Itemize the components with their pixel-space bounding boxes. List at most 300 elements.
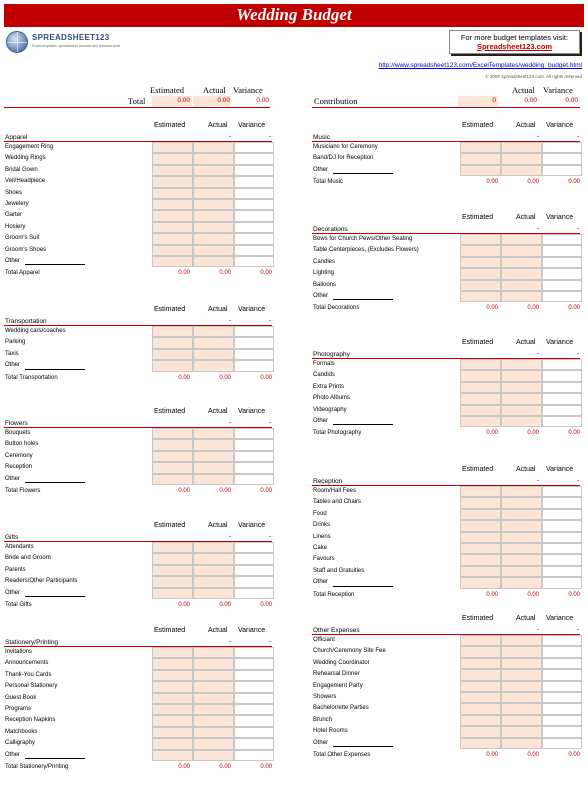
total-row: [4, 761, 272, 772]
actual-input[interactable]: [501, 543, 542, 554]
actual-input[interactable]: [501, 577, 542, 588]
estimated-input[interactable]: [460, 370, 501, 381]
variance-cell: [234, 647, 274, 658]
variance-cell: [234, 553, 274, 564]
actual-input[interactable]: [501, 669, 542, 680]
estimated-input[interactable]: [152, 715, 193, 726]
estimated-input[interactable]: [152, 462, 193, 473]
estimated-input[interactable]: [152, 670, 193, 681]
category-name: Apparel: [5, 134, 28, 141]
logo-tagline: Excel templates, spreadsheet tutorials and financial tools: [32, 44, 121, 48]
actual-input[interactable]: [501, 635, 542, 646]
estimated-input[interactable]: [460, 142, 501, 153]
actual-input[interactable]: [193, 451, 234, 462]
estimated-input[interactable]: [460, 268, 501, 279]
variance-cell: [234, 245, 274, 256]
estimated-input[interactable]: [460, 165, 501, 176]
estimated-input[interactable]: [460, 359, 501, 370]
category-row: [312, 349, 580, 359]
variance-header: Variance: [546, 122, 574, 129]
variance-cell: [542, 692, 582, 703]
item-label: Bridal Gown: [5, 166, 38, 173]
actual-input[interactable]: [193, 337, 234, 348]
other-entry-line[interactable]: [25, 596, 85, 597]
total-label: Total Music: [313, 179, 344, 186]
estimated-input[interactable]: [460, 681, 501, 692]
promo-text: For more budget templates visit:: [460, 33, 569, 42]
actual-input[interactable]: [501, 382, 542, 393]
table-row: [312, 359, 580, 370]
actual-input[interactable]: [193, 462, 234, 473]
actual-input[interactable]: [193, 704, 234, 715]
actual-input[interactable]: [193, 681, 234, 692]
variance-cell: [542, 566, 582, 577]
column-header-row: [312, 212, 580, 224]
other-entry-line[interactable]: [333, 746, 393, 747]
item-label: Other: [313, 579, 329, 586]
actual-input[interactable]: [501, 726, 542, 737]
item-label: Extra Prints: [313, 383, 345, 390]
total-label: Total Stationery/Printing: [5, 763, 69, 770]
table-row: [312, 669, 580, 680]
actual-input[interactable]: [193, 233, 234, 244]
category-row: [4, 637, 272, 647]
estimated-input[interactable]: [460, 520, 501, 531]
table-row: [312, 520, 580, 531]
actual-input[interactable]: [193, 256, 234, 267]
item-label: Reception Napkins: [5, 717, 56, 724]
table-row: [312, 291, 580, 302]
total-variance: 0.00: [568, 179, 580, 186]
actual-input[interactable]: [501, 681, 542, 692]
estimated-input[interactable]: [460, 382, 501, 393]
actual-input[interactable]: [501, 359, 542, 370]
total-label: Total Decorations: [313, 305, 360, 312]
actual-input[interactable]: [501, 497, 542, 508]
item-label: Other: [5, 475, 21, 482]
variance-cell: [542, 658, 582, 669]
estimated-input[interactable]: [152, 693, 193, 704]
table-row: [4, 462, 272, 473]
estimated-input[interactable]: [152, 727, 193, 738]
variance-cell: [542, 703, 582, 714]
estimated-input[interactable]: [460, 393, 501, 404]
table-row: [4, 727, 272, 738]
actual-input[interactable]: [193, 738, 234, 749]
actual-input[interactable]: [501, 554, 542, 565]
actual-input[interactable]: [193, 439, 234, 450]
item-label: Thank-You Cards: [5, 671, 52, 678]
category-name: Transportation: [5, 318, 47, 325]
estimated-input[interactable]: [460, 692, 501, 703]
item-label: Other: [313, 417, 329, 424]
estimated-input[interactable]: [152, 553, 193, 564]
variance-dash: -: [269, 419, 272, 426]
variance-cell: [234, 210, 274, 221]
estimated-input[interactable]: [152, 360, 193, 371]
actual-header: Actual: [208, 122, 228, 129]
variance-cell: [234, 704, 274, 715]
estimated-header: Estimated: [462, 122, 494, 129]
variance-cell: [234, 451, 274, 462]
estimated-input[interactable]: [152, 647, 193, 658]
estimated-input[interactable]: [460, 715, 501, 726]
estimated-header: Estimated: [462, 466, 494, 473]
section-stationery-printing: [4, 625, 272, 772]
estimated-input[interactable]: [460, 280, 501, 291]
variance-dash: -: [577, 133, 580, 140]
total-variance: 0.00: [260, 763, 272, 770]
estimated-input[interactable]: [152, 188, 193, 199]
actual-input[interactable]: [193, 176, 234, 187]
actual-input[interactable]: [501, 393, 542, 404]
table-row: [312, 165, 580, 176]
estimated-input[interactable]: [460, 726, 501, 737]
item-label: Wedding Coordinator: [313, 659, 370, 666]
variance-cell: [542, 715, 582, 726]
estimated-input[interactable]: [460, 509, 501, 520]
table-row: [312, 577, 580, 588]
variance-cell: [542, 370, 582, 381]
actual-header: Actual: [516, 122, 536, 129]
estimated-input[interactable]: [460, 405, 501, 416]
item-label: Lighting: [313, 270, 335, 277]
total-estimated: 0.00: [486, 430, 498, 437]
actual-input[interactable]: [193, 360, 234, 371]
category-name: Decorations: [313, 226, 348, 233]
actual-input[interactable]: [501, 738, 542, 749]
estimated-input[interactable]: [152, 542, 193, 553]
actual-input[interactable]: [193, 349, 234, 360]
estimated-input[interactable]: [152, 326, 193, 337]
estimated-input[interactable]: [152, 681, 193, 692]
total-estimated: 0.00: [178, 487, 190, 494]
estimated-input[interactable]: [460, 543, 501, 554]
item-label: Readers/Other Participants: [5, 578, 78, 585]
actual-header: Actual: [516, 339, 536, 346]
item-label: Church/Ceremony Site Fee: [313, 648, 386, 655]
variance-header: Variance: [238, 627, 266, 634]
total-label: Total Photography: [313, 430, 362, 437]
estimated-input[interactable]: [152, 233, 193, 244]
total-estimated: 0.00: [486, 305, 498, 312]
estimated-input[interactable]: [152, 176, 193, 187]
variance-cell: [234, 153, 274, 164]
actual-input[interactable]: [193, 693, 234, 704]
estimated-header: Estimated: [462, 339, 494, 346]
actual-input[interactable]: [501, 405, 542, 416]
estimated-input[interactable]: [460, 566, 501, 577]
total-row: [312, 749, 580, 760]
table-row: [312, 280, 580, 291]
actual-input[interactable]: [193, 199, 234, 210]
table-row: [312, 554, 580, 565]
actual-input[interactable]: [501, 658, 542, 669]
contribution-value: 0: [492, 97, 496, 104]
total-row: [312, 589, 580, 600]
estimated-input[interactable]: [460, 554, 501, 565]
item-label: Other: [313, 166, 329, 173]
section-other-expenses: [312, 613, 580, 760]
item-label: Bachelor/ette Parties: [313, 705, 369, 712]
item-label: Rehearsal Dinner: [313, 671, 360, 678]
estimated-input[interactable]: [152, 474, 193, 485]
estimated-input[interactable]: [152, 658, 193, 669]
item-label: Ceremony: [5, 452, 33, 459]
variance-dash: -: [577, 626, 580, 633]
variance-cell: [542, 291, 582, 302]
estimated-input[interactable]: [152, 428, 193, 439]
estimated-input[interactable]: [152, 199, 193, 210]
other-entry-line[interactable]: [333, 586, 393, 587]
other-entry-line[interactable]: [333, 173, 393, 174]
table-row: [312, 382, 580, 393]
actual-input[interactable]: [501, 715, 542, 726]
actual-input[interactable]: [501, 416, 542, 427]
table-row: [312, 405, 580, 416]
variance-dash: -: [577, 225, 580, 232]
template-url-link[interactable]: http://www.spreadsheet123.com/ExcelTemplates/wedding_budget.html: [378, 62, 582, 69]
variance-cell: [234, 349, 274, 360]
variance-header: Variance: [546, 615, 574, 622]
actual-input[interactable]: [501, 257, 542, 268]
variance-cell: [542, 280, 582, 291]
other-entry-line[interactable]: [333, 299, 393, 300]
variance-cell: [234, 727, 274, 738]
estimated-input[interactable]: [152, 153, 193, 164]
estimated-dash: -: [229, 133, 232, 140]
actual-header: Actual: [516, 214, 536, 221]
item-label: Engagement Party: [313, 682, 363, 689]
actual-input[interactable]: [501, 703, 542, 714]
estimated-input[interactable]: [152, 165, 193, 176]
variance-cell: [542, 416, 582, 427]
actual-input[interactable]: [193, 474, 234, 485]
estimated-input[interactable]: [152, 704, 193, 715]
table-row: [312, 153, 580, 164]
actual-input[interactable]: [501, 268, 542, 279]
actual-input[interactable]: [193, 210, 234, 221]
actual-input[interactable]: [501, 280, 542, 291]
other-entry-line[interactable]: [25, 758, 85, 759]
estimated-input[interactable]: [460, 497, 501, 508]
actual-input[interactable]: [501, 566, 542, 577]
estimated-input[interactable]: [152, 142, 193, 153]
variance-cell: [234, 360, 274, 371]
item-label: Band/DJ for Reception: [313, 155, 374, 162]
estimated-input[interactable]: [460, 646, 501, 657]
actual-input[interactable]: [193, 670, 234, 681]
estimated-input[interactable]: [460, 532, 501, 543]
actual-input[interactable]: [193, 222, 234, 233]
item-label: Other: [313, 292, 329, 299]
item-label: Other: [5, 751, 21, 758]
table-row: [312, 393, 580, 404]
actual-input[interactable]: [193, 576, 234, 587]
actual-input[interactable]: [193, 727, 234, 738]
variance-dash: -: [577, 350, 580, 357]
total-variance: 0.00: [260, 487, 272, 494]
actual-input[interactable]: [193, 326, 234, 337]
other-entry-line[interactable]: [25, 264, 85, 265]
total-estimated: 0.00: [178, 270, 190, 277]
variance-cell: [234, 681, 274, 692]
item-label: Officiant: [313, 637, 335, 643]
total-variance: 0.00: [260, 374, 272, 381]
actual-input[interactable]: [193, 553, 234, 564]
estimated-input[interactable]: [152, 349, 193, 360]
promo-box[interactable]: [449, 30, 580, 54]
actual-input[interactable]: [501, 520, 542, 531]
estimated-input[interactable]: [460, 291, 501, 302]
total-row: [312, 302, 580, 313]
item-label: Tables and Chairs: [313, 499, 362, 506]
actual-input[interactable]: [501, 509, 542, 520]
variance-cell: [542, 257, 582, 268]
table-row: [4, 142, 272, 153]
estimated-input[interactable]: [152, 451, 193, 462]
actual-input[interactable]: [193, 715, 234, 726]
variance-cell: [542, 543, 582, 554]
actual-input[interactable]: [193, 188, 234, 199]
estimated-input[interactable]: [152, 337, 193, 348]
item-label: Linens: [313, 533, 331, 540]
actual-input[interactable]: [193, 658, 234, 669]
section-transportation: [4, 304, 272, 383]
actual-input[interactable]: [501, 165, 542, 176]
table-row: [312, 245, 580, 256]
title-bar: [4, 4, 584, 27]
estimated-input[interactable]: [152, 210, 193, 221]
table-row: [312, 726, 580, 737]
variance-cell: [234, 142, 274, 153]
table-row: [4, 233, 272, 244]
actual-input[interactable]: [193, 245, 234, 256]
actual-input[interactable]: [501, 234, 542, 245]
estimated-input[interactable]: [460, 635, 501, 646]
estimated-input[interactable]: [152, 588, 193, 599]
section-apparel: [4, 120, 272, 278]
estimated-input[interactable]: [460, 658, 501, 669]
variance-cell: [234, 738, 274, 749]
actual-input[interactable]: [193, 588, 234, 599]
estimated-header: Estimated: [462, 214, 494, 221]
variance-cell: [234, 474, 274, 485]
category-name: Other Expenses: [313, 627, 360, 634]
actual-input[interactable]: [501, 245, 542, 256]
table-row: [4, 693, 272, 704]
estimated-input[interactable]: [152, 256, 193, 267]
promo-link[interactable]: Spreadsheet123.com: [476, 42, 553, 51]
category-name: Flowers: [5, 420, 28, 427]
column-header-row: [4, 120, 272, 132]
estimated-input[interactable]: [152, 222, 193, 233]
summary-total-label: Total: [128, 96, 146, 106]
total-label: Total Apparel: [5, 270, 40, 277]
actual-input[interactable]: [193, 647, 234, 658]
total-actual: 0.00: [527, 179, 539, 186]
section-decorations: [312, 212, 580, 313]
total-row: [4, 267, 272, 278]
variance-dash: -: [269, 133, 272, 140]
category-name: Music: [313, 134, 330, 141]
category-row: [312, 476, 580, 486]
variance-dash: -: [577, 477, 580, 484]
actual-input[interactable]: [193, 542, 234, 553]
actual-input[interactable]: [501, 153, 542, 164]
estimated-input[interactable]: [460, 703, 501, 714]
contribution-label: Contribution: [314, 96, 358, 106]
estimated-input[interactable]: [460, 738, 501, 749]
actual-input[interactable]: [501, 370, 542, 381]
table-row: [4, 439, 272, 450]
variance-header: Variance: [238, 306, 266, 313]
estimated-input[interactable]: [152, 565, 193, 576]
estimated-input[interactable]: [460, 577, 501, 588]
actual-input[interactable]: [193, 750, 234, 761]
actual-input[interactable]: [193, 565, 234, 576]
variance-cell: [542, 393, 582, 404]
estimated-input[interactable]: [152, 245, 193, 256]
estimated-input[interactable]: [460, 257, 501, 268]
variance-cell: [234, 176, 274, 187]
actual-input[interactable]: [501, 486, 542, 497]
actual-input[interactable]: [193, 153, 234, 164]
section-photography: [312, 337, 580, 438]
table-row: [312, 566, 580, 577]
actual-input[interactable]: [501, 646, 542, 657]
summary-estimated-header: Estimated: [150, 85, 184, 95]
estimated-input[interactable]: [152, 439, 193, 450]
section-flowers: [4, 406, 272, 496]
estimated-input[interactable]: [152, 738, 193, 749]
other-entry-line[interactable]: [25, 482, 85, 483]
total-estimated: 0.00: [486, 591, 498, 598]
other-entry-line[interactable]: [25, 369, 85, 370]
estimated-input[interactable]: [460, 153, 501, 164]
estimated-input[interactable]: [460, 669, 501, 680]
actual-input[interactable]: [501, 692, 542, 703]
item-label: Bouquets: [5, 430, 31, 436]
actual-input[interactable]: [501, 532, 542, 543]
actual-input[interactable]: [193, 142, 234, 153]
contribution-actual-header: Actual: [512, 85, 535, 95]
total-actual: 0.00: [219, 374, 231, 381]
estimated-input[interactable]: [460, 234, 501, 245]
actual-input[interactable]: [501, 142, 542, 153]
variance-cell: [234, 565, 274, 576]
estimated-input[interactable]: [460, 416, 501, 427]
actual-input[interactable]: [193, 165, 234, 176]
section-music: [312, 120, 580, 187]
summary-estimated-value: 0.00: [177, 97, 190, 104]
item-label: Wedding Rings: [5, 155, 46, 162]
table-row: [312, 268, 580, 279]
estimated-input[interactable]: [460, 486, 501, 497]
actual-input[interactable]: [193, 428, 234, 439]
item-label: Photo Albums: [313, 395, 351, 402]
estimated-input[interactable]: [460, 245, 501, 256]
other-entry-line[interactable]: [333, 424, 393, 425]
table-row: [312, 681, 580, 692]
table-row: [4, 210, 272, 221]
estimated-input[interactable]: [152, 576, 193, 587]
table-row: [312, 692, 580, 703]
actual-input[interactable]: [501, 291, 542, 302]
variance-cell: [234, 256, 274, 267]
estimated-input[interactable]: [152, 750, 193, 761]
category-name: Photography: [313, 351, 350, 358]
